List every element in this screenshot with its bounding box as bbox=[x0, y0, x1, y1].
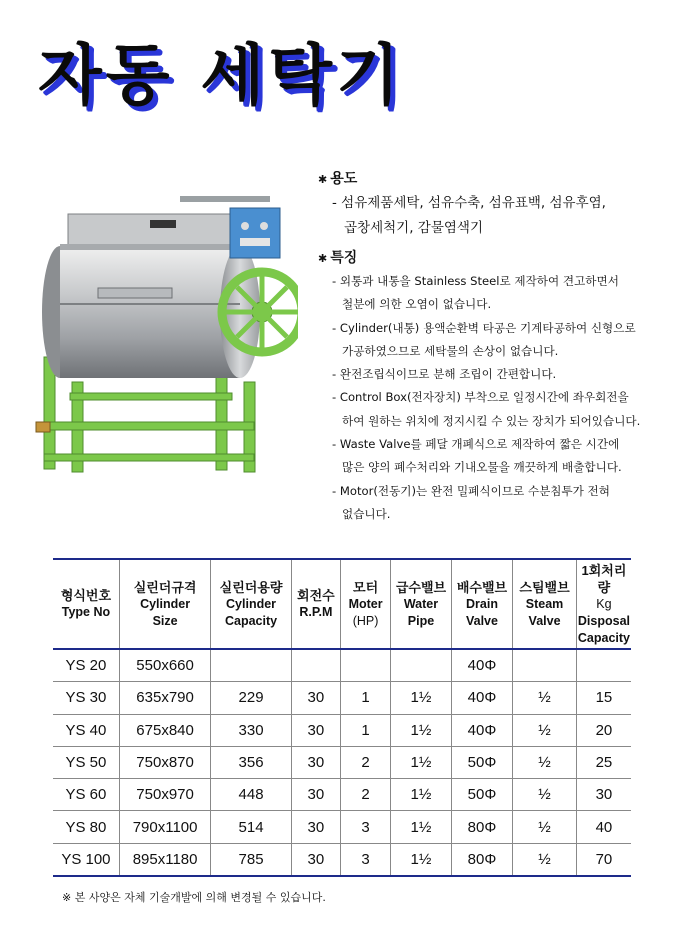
cell-type: YS 100 bbox=[53, 843, 119, 876]
feature-line: 가공하였으므로 세탁물의 손상이 없습니다. bbox=[342, 343, 559, 358]
cell-water: 1½ bbox=[391, 811, 452, 843]
feature-line: 철분에 의한 오염이 없습니다. bbox=[342, 297, 492, 312]
cell-water: 1½ bbox=[391, 682, 452, 714]
header-drain-valve: 배수밸브 Drain Valve bbox=[451, 559, 512, 649]
cell-steam: ½ bbox=[513, 682, 577, 714]
cell-rpm: 30 bbox=[291, 811, 340, 843]
cell-rpm: 30 bbox=[291, 843, 340, 876]
usage-heading: ✱ 용도 bbox=[318, 171, 358, 187]
footnote: ※ 본 사양은 자체 기술개발에 의해 변경될 수 있습니다. bbox=[62, 891, 326, 904]
cell-disposal: 15 bbox=[576, 682, 631, 714]
cell-drain: 50Φ bbox=[451, 746, 512, 778]
feature-line: - Cylinder(내통) 용액순환벽 타공은 기계타공하여 신형으로 bbox=[332, 320, 636, 335]
star-icon: ✱ bbox=[318, 173, 328, 186]
header-motor: 모터 Moter (HP) bbox=[340, 559, 390, 649]
features-heading: ✱ 특징 bbox=[318, 250, 358, 266]
cell-rpm bbox=[291, 649, 340, 682]
spec-table bbox=[53, 558, 631, 877]
cell-drain: 80Φ bbox=[451, 811, 512, 843]
header-cylinder-size: 실린더규격 Cylinder Size bbox=[119, 559, 210, 649]
page-title: 자동 세탁기 bbox=[38, 37, 404, 114]
cell-water: 1½ bbox=[391, 843, 452, 876]
cell-motor: 2 bbox=[340, 746, 390, 778]
cell-capacity: 330 bbox=[211, 714, 291, 746]
cell-size: 790x1100 bbox=[119, 811, 210, 843]
cell-steam: ½ bbox=[513, 811, 577, 843]
cell-motor: 2 bbox=[340, 779, 390, 811]
cell-steam: ½ bbox=[513, 714, 577, 746]
cell-motor: 3 bbox=[340, 811, 390, 843]
table-row bbox=[53, 811, 631, 843]
cell-size: 635x790 bbox=[119, 682, 210, 714]
cell-disposal: 20 bbox=[576, 714, 631, 746]
cell-drain: 40Φ bbox=[451, 682, 512, 714]
washing-machine-photo bbox=[30, 192, 298, 482]
feature-line: - Waste Valve를 페달 개폐식으로 제작하여 짧은 시간에 bbox=[332, 437, 620, 452]
usage-line: 곱창세척기, 감물염색기 bbox=[344, 220, 483, 236]
cell-disposal: 25 bbox=[576, 746, 631, 778]
feature-line: 하여 원하는 위치에 정지시킬 수 있는 장치가 되어있습니다. bbox=[342, 413, 641, 428]
cell-size: 550x660 bbox=[119, 649, 210, 682]
cell-water: 1½ bbox=[391, 714, 452, 746]
cell-size: 750x970 bbox=[119, 779, 210, 811]
cell-motor: 1 bbox=[340, 714, 390, 746]
header-steam-valve: 스팀밸브 Steam Valve bbox=[513, 559, 577, 649]
cell-capacity: 356 bbox=[211, 746, 291, 778]
cell-type: YS 20 bbox=[53, 649, 119, 682]
cell-water: 1½ bbox=[391, 746, 452, 778]
header-type: 형식번호 Type No bbox=[53, 559, 119, 649]
cell-drain: 40Φ bbox=[451, 649, 512, 682]
star-icon: ✱ bbox=[318, 252, 328, 265]
cell-motor: 1 bbox=[340, 682, 390, 714]
feature-line: - 완전조립식이므로 분해 조립이 간편합니다. bbox=[332, 367, 557, 382]
cell-type: YS 60 bbox=[53, 779, 119, 811]
feature-line: 많은 양의 폐수처리와 기내오물을 깨끗하게 배출합니다. bbox=[342, 460, 622, 475]
cell-steam bbox=[513, 649, 577, 682]
cell-rpm: 30 bbox=[291, 682, 340, 714]
feature-line: 없습니다. bbox=[342, 506, 391, 521]
cell-steam: ½ bbox=[513, 843, 577, 876]
cell-size: 895x1180 bbox=[119, 843, 210, 876]
cell-capacity: 448 bbox=[211, 779, 291, 811]
cell-type: YS 30 bbox=[53, 682, 119, 714]
table-row bbox=[53, 746, 631, 778]
cell-motor: 3 bbox=[340, 843, 390, 876]
table-row bbox=[53, 682, 631, 714]
cell-water: 1½ bbox=[391, 779, 452, 811]
cell-rpm: 30 bbox=[291, 714, 340, 746]
cell-drain: 50Φ bbox=[451, 779, 512, 811]
feature-line: - Control Box(전자장치) 부착으로 일정시간에 좌우회전을 bbox=[332, 390, 629, 405]
cell-type: YS 50 bbox=[53, 746, 119, 778]
feature-line: - Motor(전동기)는 완전 밀폐식이므로 수분침투가 전혀 bbox=[332, 483, 610, 498]
table-header-row bbox=[53, 559, 631, 649]
table-row bbox=[53, 843, 631, 876]
header-cylinder-capacity: 실린더용량 Cylinder Capacity bbox=[211, 559, 291, 649]
cell-capacity bbox=[211, 649, 291, 682]
cell-water bbox=[391, 649, 452, 682]
header-water-pipe: 급수밸브 Water Pipe bbox=[391, 559, 452, 649]
cell-drain: 40Φ bbox=[451, 714, 512, 746]
cell-type: YS 80 bbox=[53, 811, 119, 843]
cell-capacity: 785 bbox=[211, 843, 291, 876]
cell-capacity: 514 bbox=[211, 811, 291, 843]
cell-type: YS 40 bbox=[53, 714, 119, 746]
table-row bbox=[53, 779, 631, 811]
cell-disposal: 30 bbox=[576, 779, 631, 811]
cell-steam: ½ bbox=[513, 746, 577, 778]
feature-line: - 외통과 내통을 Stainless Steel로 제작하여 견고하면서 bbox=[332, 274, 619, 288]
header-rpm: 회전수 R.P.M bbox=[291, 559, 340, 649]
spec-description bbox=[318, 168, 668, 526]
header-disposal-capacity: 1회처리량 Kg Disposal Capacity bbox=[576, 559, 631, 649]
usage-line: - 섬유제품세탁, 섬유수축, 섬유표백, 섬유후염, bbox=[332, 195, 606, 211]
table-row bbox=[53, 714, 631, 746]
cell-disposal: 40 bbox=[576, 811, 631, 843]
cell-motor bbox=[340, 649, 390, 682]
cell-rpm: 30 bbox=[291, 746, 340, 778]
cell-rpm: 30 bbox=[291, 779, 340, 811]
cell-drain: 80Φ bbox=[451, 843, 512, 876]
cell-capacity: 229 bbox=[211, 682, 291, 714]
table-row bbox=[53, 649, 631, 682]
cell-disposal: 70 bbox=[576, 843, 631, 876]
cell-disposal bbox=[576, 649, 631, 682]
cell-size: 675x840 bbox=[119, 714, 210, 746]
cell-size: 750x870 bbox=[119, 746, 210, 778]
cell-steam: ½ bbox=[513, 779, 577, 811]
